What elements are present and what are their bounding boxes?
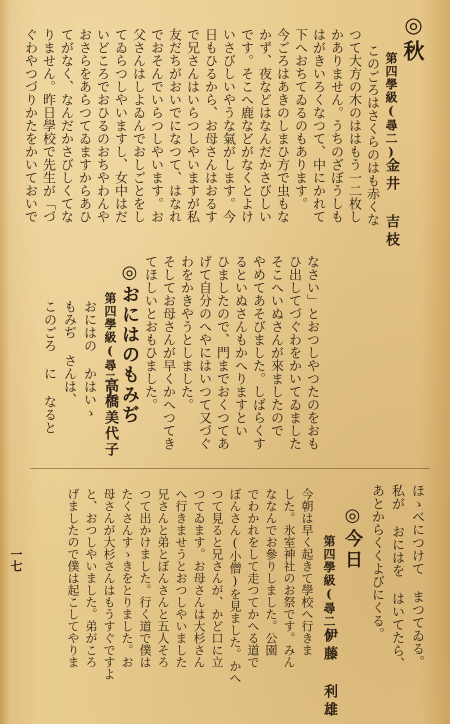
text-line: やめてあそびました。しばらくす bbox=[250, 255, 265, 450]
text-line: なさい」とおつしやつたのをおも bbox=[304, 255, 319, 450]
poem-line: このごろ に なると bbox=[41, 300, 56, 434]
text-line: てがなく、なんだかさびしくてな bbox=[58, 28, 73, 223]
text-line: ひ出してづぐわをかいてゐました bbox=[286, 255, 301, 450]
text-line: 日もひるから、お母さんはおるす bbox=[202, 28, 217, 223]
text-line: へ行きませうとおつしやいました bbox=[174, 488, 188, 668]
text-line: げましたので僕は起こしてやりま bbox=[66, 488, 80, 668]
text-line: てほしいとおもひました。 bbox=[142, 255, 157, 411]
text-line: りません。昨日學校で先生が「づ bbox=[40, 28, 55, 223]
text-line: げて自分のへやにはいつて又づぐ bbox=[196, 255, 211, 450]
text-line: るといぬさんもかへりますとい bbox=[232, 255, 247, 437]
section-divider bbox=[30, 468, 430, 469]
text-line: 今ごろはあきのしまひ方で虫もな bbox=[274, 28, 289, 223]
poem-line: 私が おにはを はいてたら、 bbox=[389, 484, 404, 670]
text-line: 今朝は早く起きて學校へ行きま bbox=[300, 488, 314, 656]
text-line: いさびしいやうな氣がします。今 bbox=[220, 28, 235, 223]
text-line: ぐわやつづりかたをかいておいで bbox=[22, 28, 37, 223]
text-line: 下へおちてゐるのもあります。 bbox=[292, 28, 307, 210]
text-line: このごろはさくらのはも赤くな bbox=[364, 44, 379, 226]
essay-kyou-grade: 第四學級(尋二) bbox=[322, 535, 336, 643]
text-line: わをかきやうとしました。 bbox=[178, 255, 193, 411]
poem-line: おにはの かはいゝ bbox=[81, 300, 96, 419]
text-line: つて出かけました。行く道で僕は bbox=[138, 488, 152, 668]
text-line: 友だちがおいでになつて、はなれ bbox=[166, 28, 181, 223]
essay-aki-grade: 第四學級(尋二) bbox=[384, 52, 398, 160]
poem-line: もみぢ さんは、 bbox=[61, 300, 76, 406]
text-line: かず、夜などはなんだかさびしい bbox=[256, 28, 271, 223]
essay-aki-author: 金井 吉枝 bbox=[384, 158, 400, 250]
text-line: で兄さんはいらつしやいますが私 bbox=[184, 28, 199, 223]
essay-aki-title: ◎秋 bbox=[401, 12, 426, 64]
text-line: たくさんすゝきをとりました。お bbox=[120, 488, 134, 668]
text-line: つて大方の木のははもう一二枚し bbox=[346, 28, 361, 223]
text-line: した。氷室神社のお祭です。みん bbox=[282, 488, 296, 668]
text-line: 兄さんと弟とぼんさんと五人そろ bbox=[156, 488, 170, 668]
text-line: おさらをあらつてゐますからあひ bbox=[76, 28, 91, 223]
text-line: です。そこへ鹿などがなくとよけ bbox=[238, 28, 253, 223]
text-line: でおそんでいらつしやいます。お bbox=[148, 28, 163, 223]
poem-momiji-author: 高橋美代子 bbox=[103, 378, 119, 458]
text-line: つてゐます。お母さんは大杉さん bbox=[192, 488, 206, 668]
text-line: かありません。うちのざぼうしも bbox=[328, 28, 343, 223]
text-line: そこへいぬさんが來ましたので bbox=[268, 255, 283, 437]
page-number: 一七 bbox=[9, 548, 23, 572]
text-line: 母さんが大杉さんはもうすぐですよ bbox=[102, 488, 116, 680]
essay-kyou-author: 伊藤 利雄 bbox=[322, 628, 338, 720]
text-line: つて見ると兄さんが、かど口に立 bbox=[210, 488, 224, 668]
text-line: でわかれをして走つてかへる道で bbox=[246, 488, 260, 668]
text-line: ぼんさん(小僧)を見ました。かへ bbox=[228, 488, 242, 684]
text-line: そしてお母さんが早くかへつてき bbox=[160, 255, 175, 450]
poem-momiji-grade: 第四學級(尋二) bbox=[103, 292, 117, 400]
poem-line: あとからくくよびにくる。 bbox=[369, 484, 384, 640]
text-line: はがきいろくなつて、中にかれて bbox=[310, 28, 325, 223]
poem-momiji-title: ◎おにはのもみぢ bbox=[119, 262, 140, 425]
text-line: と、おつしやいました。弟がころ bbox=[84, 488, 98, 668]
text-line: てゐらつしやいますし、女中はだ bbox=[112, 28, 127, 223]
text-line: ななんでお參りしました。公園 bbox=[264, 488, 278, 656]
text-line: いどころでおひるのおちやわんや bbox=[94, 28, 109, 223]
essay-kyou-title: ◎今日 bbox=[342, 505, 363, 571]
poem-line: ほゝべにつけて まつてゐる。 bbox=[409, 484, 424, 668]
text-line: 父さんはしよゐんでおしごとをし bbox=[130, 28, 145, 223]
text-line: ひましたので、門までおくつてあ bbox=[214, 255, 229, 450]
